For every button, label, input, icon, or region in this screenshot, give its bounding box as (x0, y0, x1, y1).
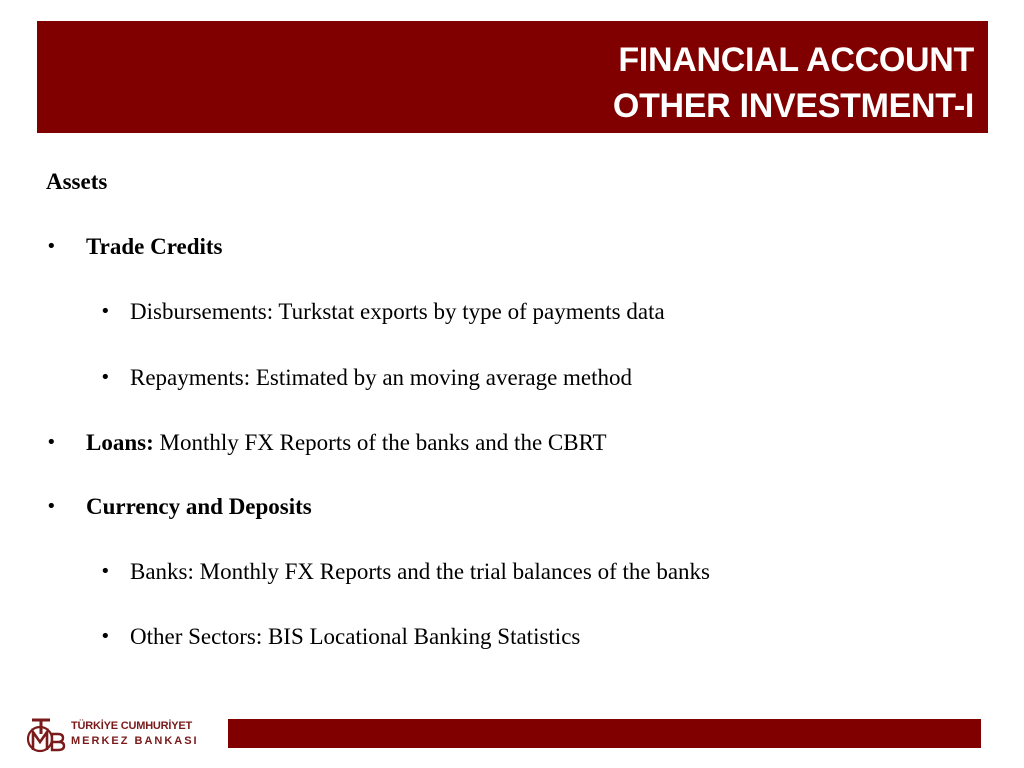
bullet-icon: • (46, 496, 57, 517)
footer-bar (228, 719, 981, 748)
list-item-trade-credits: Trade Credits (86, 234, 223, 259)
list-item-banks: Banks: Monthly FX Reports and the trial balances of the banks (130, 559, 711, 584)
loans-label: Loans: (86, 430, 154, 455)
bullet-icon: • (100, 367, 111, 388)
bullet-icon: • (100, 626, 111, 647)
bullet-icon: • (100, 561, 111, 582)
list-item-currency-deposits: Currency and Deposits (86, 494, 312, 519)
list-item-disbursements: Disbursements: Turkstat exports by type of payments data (130, 299, 665, 324)
logo-text-line-1: TÜRKİYE CUMHURİYET (71, 720, 193, 732)
title-line-1: FINANCIAL ACCOUNT (618, 41, 974, 79)
list-item-loans (86, 429, 607, 457)
title-line-2: OTHER INVESTMENT-I (612, 87, 974, 125)
bullet-icon: • (46, 236, 57, 257)
tcmb-monogram-icon (26, 712, 68, 756)
list-item-repayments: Repayments: Estimated by an moving average method (130, 365, 633, 390)
bullet-icon: • (46, 432, 57, 453)
list-item-other-sectors: Other Sectors: BIS Locational Banking Statistics (130, 624, 581, 649)
bullet-icon: • (100, 301, 111, 322)
loans-text: Monthly FX Reports of the banks and the CBRT (153, 430, 607, 455)
cbrt-logo (26, 712, 206, 756)
logo-text-line-2: MERKEZ BANKASI (71, 735, 199, 747)
section-heading: Assets (46, 169, 108, 194)
